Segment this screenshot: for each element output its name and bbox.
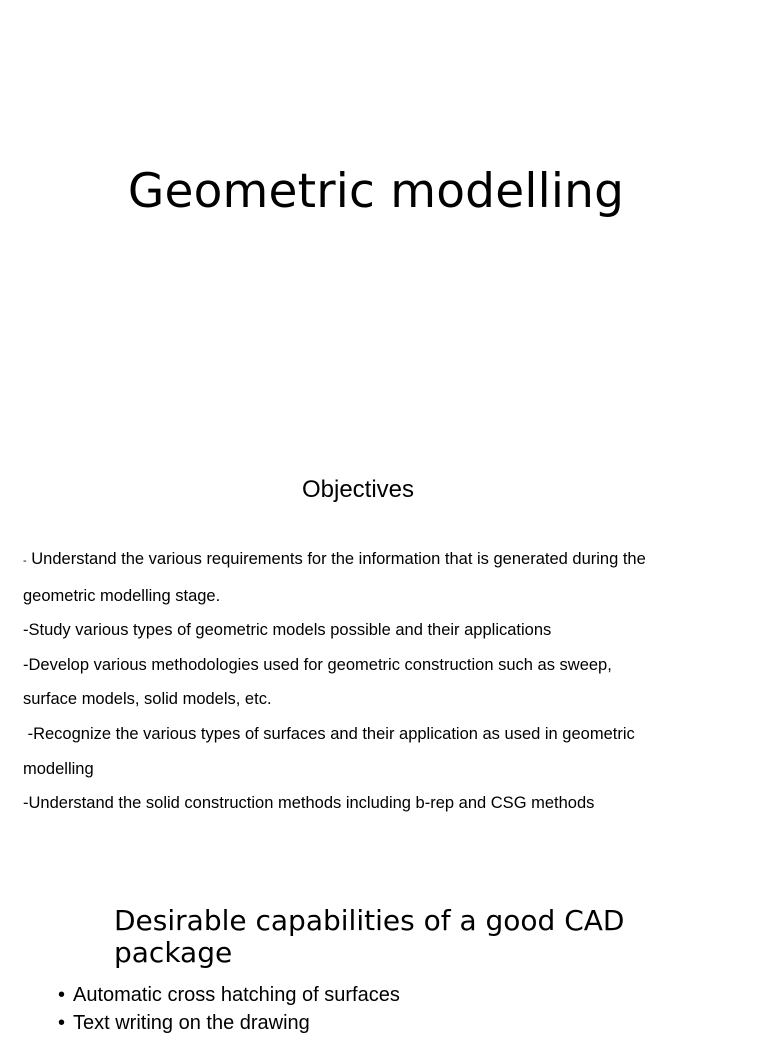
objective-line: -Understand the solid construction methods including b-rep and CSG methods [23, 794, 595, 813]
bullet-icon: • [58, 984, 66, 1006]
list-item-text: Text writing on the drawing [73, 1012, 310, 1034]
objective-line: modelling [23, 759, 94, 778]
capabilities-heading [114, 905, 734, 969]
objectives-list [23, 542, 723, 821]
capabilities-heading-line: package [114, 936, 233, 969]
objectives-heading: Objectives [301, 476, 415, 503]
list-item [58, 981, 400, 1009]
list-item-text: Automatic cross hatching of surfaces [73, 984, 400, 1006]
slide-objectives [0, 430, 768, 870]
slide-capabilities [0, 870, 768, 1034]
objective-dash: - [23, 555, 27, 567]
objective-line [23, 542, 723, 579]
objective-text: Understand the various requirements for the information that is generated during the [26, 550, 646, 568]
capabilities-heading-line: Desirable capabilities of a good CAD [114, 904, 625, 937]
slide-title [0, 0, 768, 430]
list-item [58, 1009, 400, 1037]
objective-line: -Develop various methodologies used for geometric construction such as sweep, [23, 655, 612, 674]
objective-line: surface models, solid models, etc. [23, 690, 272, 709]
objective-line: -Recognize the various types of surfaces and their application as used in geometric [23, 724, 635, 743]
bullet-icon: • [58, 1012, 66, 1034]
slide-title-heading: Geometric modelling [127, 164, 625, 219]
objective-line: geometric modelling stage. [23, 586, 221, 605]
capabilities-list [58, 981, 400, 1037]
objective-line: -Study various types of geometric models possible and their applications [23, 621, 552, 640]
